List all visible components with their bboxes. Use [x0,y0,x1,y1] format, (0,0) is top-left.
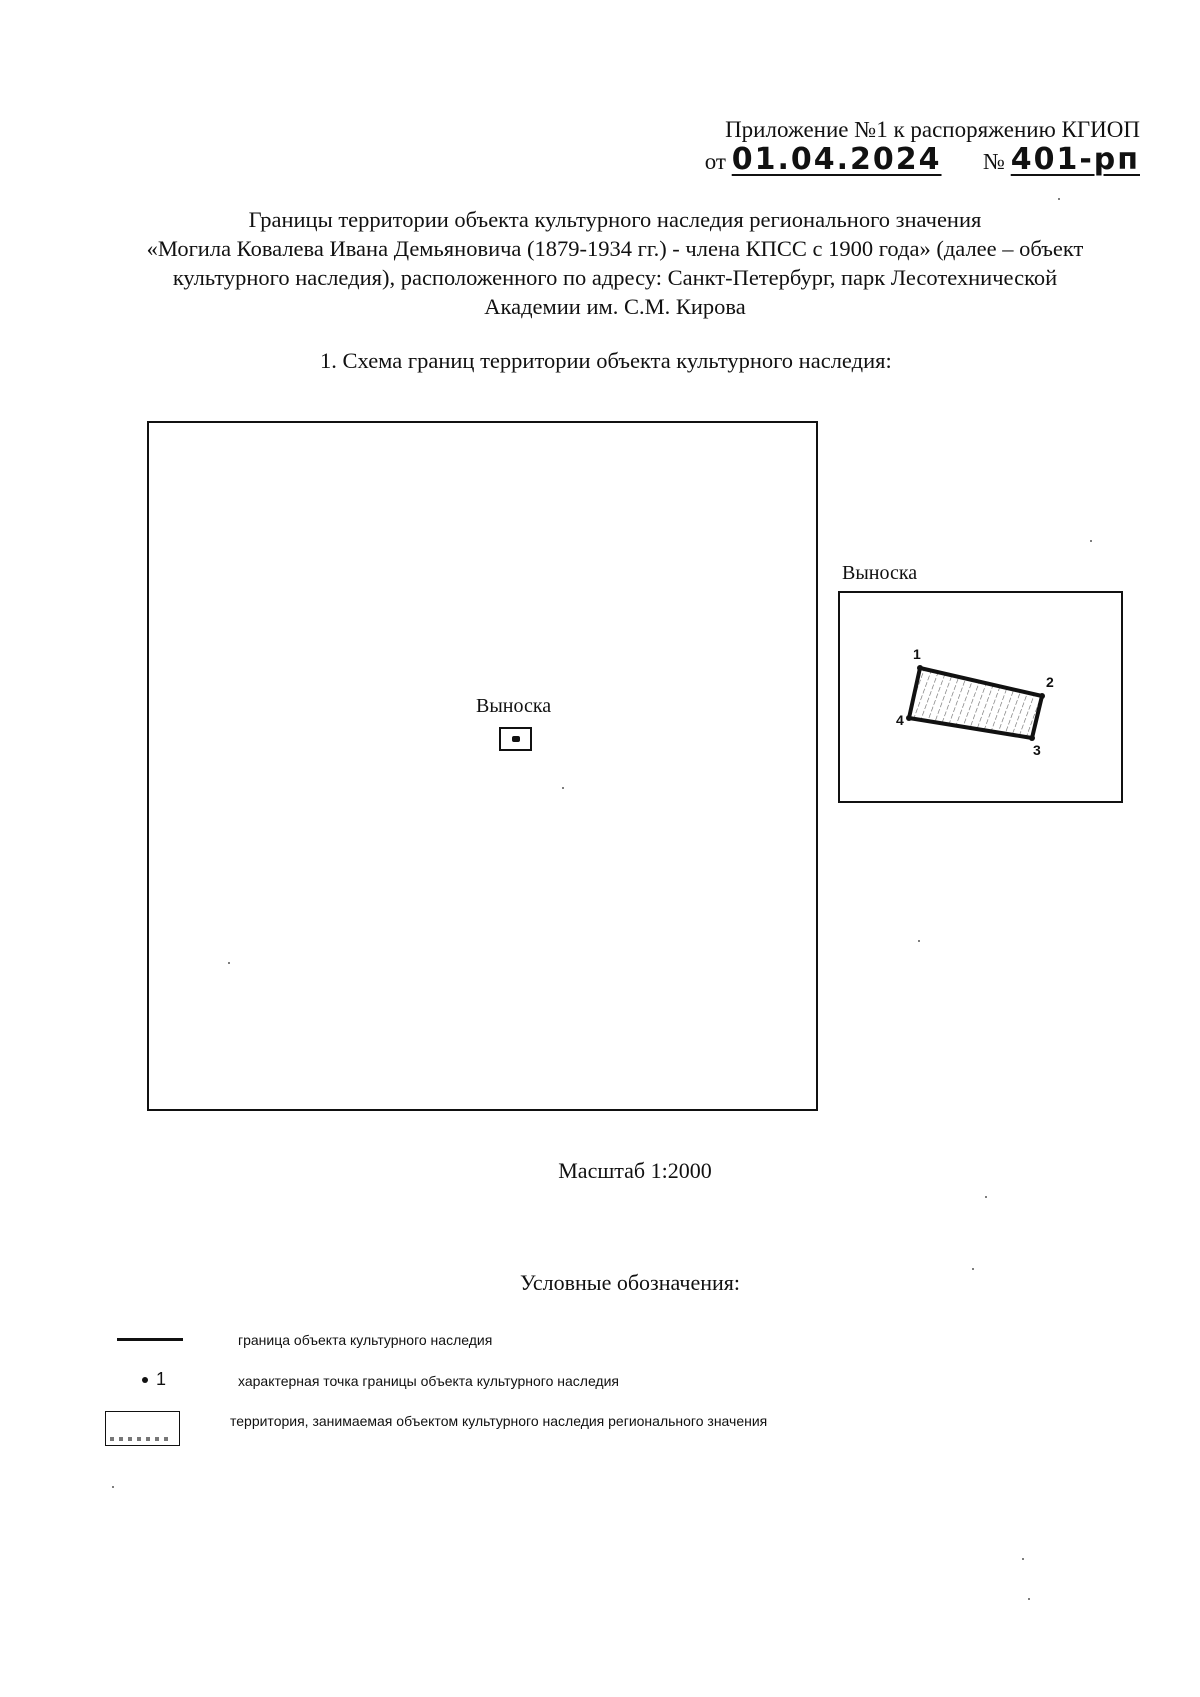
boundary-point-1 [917,665,923,671]
number-prefix: № [983,149,1005,174]
title-line-2: «Могила Ковалева Ивана Демьяновича (1879-1934 гг.) - члена КПСС с 1900 года» (далее – объект [146,236,1084,261]
legend-boundary-text: граница объекта культурного наследия [238,1332,493,1348]
object-boundary-polygon [909,668,1042,738]
boundary-point-2 [1039,693,1045,699]
scan-speck [562,787,564,789]
title-line-4: Академии им. С.М. Кирова [484,294,746,319]
boundary-point-4 [906,715,912,721]
scan-speck [985,1196,987,1198]
legend-point-symbol [142,1368,166,1390]
inset-drawing [840,593,1121,801]
point-label-1: 1 [913,646,921,662]
boundary-map-frame [147,421,818,1111]
scan-speck [1058,198,1060,200]
inset-label: Выноска [842,562,918,584]
section-heading: 1. Схема границ территории объекта культурного наследия: [320,348,892,373]
document-title [80,205,1150,321]
date-value: 01.04.2024 [731,142,942,177]
legend-territory-text: территория, занимаемая объектом культурного наследия регионального значения [230,1413,768,1429]
object-location-dot [512,736,520,742]
scan-speck [228,962,230,964]
scan-speck [1090,540,1092,542]
scan-speck [1022,1558,1024,1560]
legend-point-number: 1 [156,1369,167,1389]
scan-speck [972,1268,974,1270]
inset-frame [838,591,1123,803]
date-number-line [600,140,1140,182]
callout-marker [499,727,532,751]
legend-territory-symbol [105,1411,180,1446]
point-label-3: 3 [1033,742,1041,758]
scan-speck [1028,1598,1030,1600]
legend-heading: Условные обозначения: [519,1270,741,1295]
date-prefix: от [704,149,726,174]
legend-boundary-line-symbol [117,1338,183,1341]
number-value: 401-рп [1010,142,1140,177]
title-line-1: Границы территории объекта культурного наследия регионального значения [248,207,982,232]
point-label-4: 4 [896,712,904,728]
legend-point-text: характерная точка границы объекта культурного наследия [238,1373,619,1389]
appendix-line: Приложение №1 к распоряжению КГИОП [725,117,1140,142]
map-callout-label: Выноска [476,695,552,717]
boundary-point-3 [1029,735,1035,741]
scan-speck [918,940,920,942]
point-label-2: 2 [1046,674,1054,690]
scan-speck [112,1486,114,1488]
title-line-3: культурного наследия), расположенного по адресу: Санкт-Петербург, парк Лесотехнической [172,265,1058,290]
map-scale: Масштаб 1:2000 [558,1158,712,1183]
